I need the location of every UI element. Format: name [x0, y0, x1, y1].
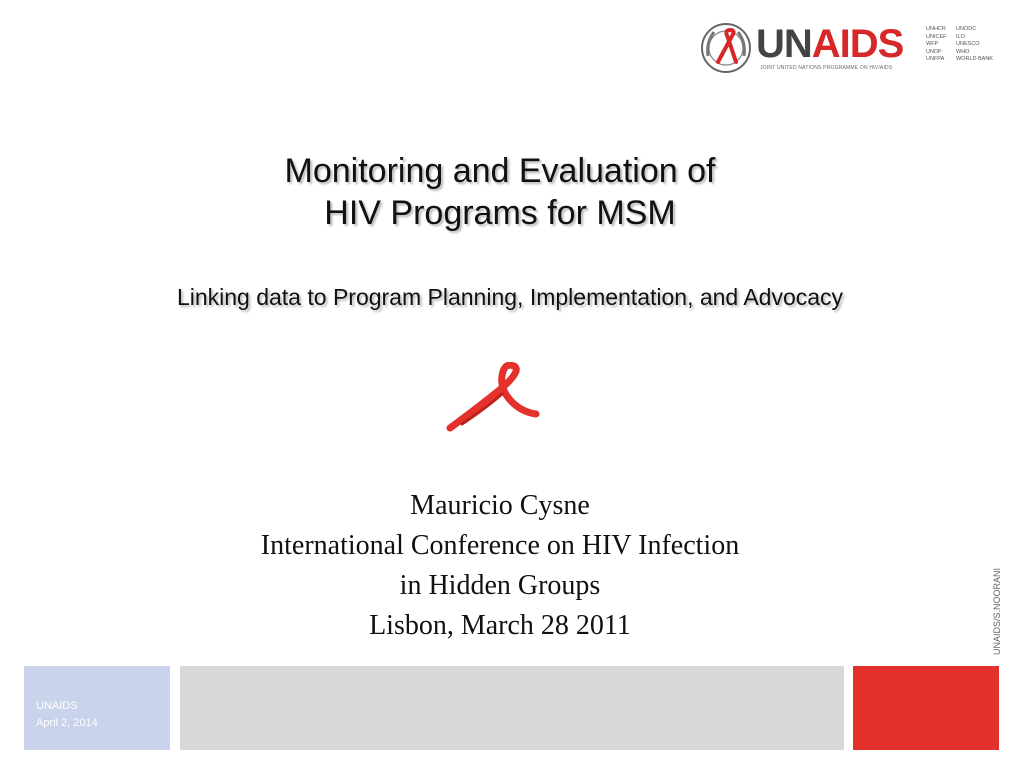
photo-credit: UNAIDS/S.NOORANI	[992, 567, 1002, 655]
conference-name-line-1: International Conference on HIV Infection	[260, 530, 740, 561]
cosponsors-column-1	[926, 26, 946, 64]
cosponsor-name: UNESCO	[956, 41, 980, 47]
footer-blue-block	[24, 666, 170, 750]
cosponsor-name: WFP	[926, 41, 939, 47]
cosponsor-name: UNODC	[956, 26, 977, 32]
cosponsor-name: UNFPA	[926, 56, 945, 62]
footer-gray-bar	[180, 666, 844, 750]
cosponsor-name: WORLD BANK	[956, 56, 993, 62]
logo-tagline: JOINT UNITED NATIONS PROGRAMME ON HIV/AIDS	[760, 65, 893, 71]
logo-wordmark	[756, 24, 903, 64]
slide-title-line-2: HIV Programs for MSM	[324, 194, 676, 232]
cosponsor-name: UNHCR	[926, 26, 946, 32]
presenter-name: Mauricio Cysne	[410, 490, 590, 521]
footer-date: April 2, 2014	[36, 717, 98, 729]
conference-name-line-2: in Hidden Groups	[399, 570, 601, 601]
place-and-date: Lisbon, March 28 2011	[369, 610, 631, 641]
cosponsor-name: UNDP	[926, 48, 942, 55]
logo-wordmark-aids: AIDS	[811, 22, 904, 66]
slide-subtitle: Linking data to Program Planning, Implementation, and Advocacy	[176, 284, 844, 310]
cosponsors-column-2	[956, 26, 993, 64]
footer-red-block	[853, 666, 999, 750]
presenter-block	[150, 486, 850, 646]
slide-title-line-1: Monitoring and Evaluation of	[284, 152, 716, 190]
cosponsor-name: WHO	[956, 48, 970, 55]
cosponsor-name: UNICEF	[926, 33, 947, 40]
footer-org: UNAIDS	[36, 700, 78, 712]
slide-title	[100, 150, 900, 234]
un-emblem-ribbon-icon	[700, 22, 752, 74]
unaids-logo	[700, 18, 1000, 78]
logo-wordmark-un: UN	[756, 22, 812, 66]
cosponsor-name: ILO	[956, 33, 965, 40]
red-ribbon-icon	[440, 362, 540, 434]
